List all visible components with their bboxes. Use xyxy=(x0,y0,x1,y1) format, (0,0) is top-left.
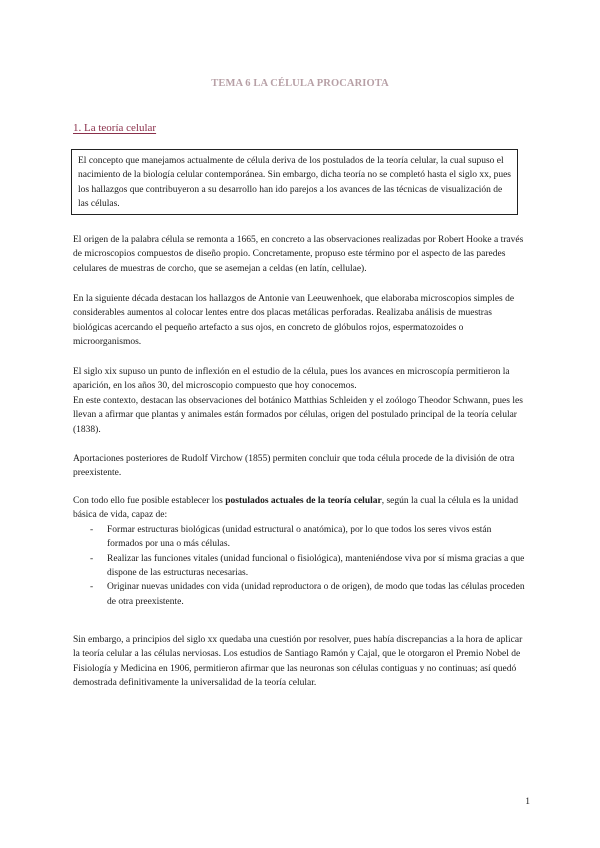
list-item-text: Realizar las funciones vitales (unidad funcional o fisiológica), manteniéndose viva por sí misma gracias a que dispone de las estructuras necesarias. xyxy=(107,553,525,579)
list-item-text: Formar estructuras biológicas (unidad estructural o anatómica), por lo que todos los seres vivos están formados por una o más células. xyxy=(107,524,492,550)
paragraph-siglo-xix-b: En este contexto, destacan las observaciones del botánico Matthias Schleiden y el zoólogo Theodor Schwann, pues les llevan a afirmar que plantas y animales están formados por células, origen del postulado principal de la teoría celular (1838). xyxy=(73,395,523,435)
bullet-dash: - xyxy=(90,582,94,593)
paragraph-siglo-xix-a: El siglo xix supuso un punto de inflexión en el estudio de la célula, pues los avances en microscopía permitieron la aparición, en los años 30, del microscopio compuesto que hoy conocemos. xyxy=(73,367,510,392)
list-item-text: Originar nuevas unidades con vida (unidad reproductora o de origen), de modo que todas las células proceden de otra preexistente. xyxy=(107,582,525,607)
postulados-lead: Con todo ello fue posible establecer los xyxy=(73,496,226,506)
bullet-dash: - xyxy=(90,524,94,535)
paragraph-leeuwenhoek: En la siguiente década destacan los hallazgos de Antonie van Leeuwenhoek, que elaboraba microscopios simples de considerables aumentos al colocar lentes entre dos placas metálicas perforadas. Realizaba análisis de muestras biológicas acercando el pequeño artefacto a sus ojos, en concreto de glóbulos rojos, espermatozoides o microorganismos. xyxy=(73,294,515,348)
list-item xyxy=(73,580,528,609)
postulados-tail: , según la cual la célula es la unidad básica de vida, capaz de: xyxy=(73,496,519,521)
intro-box xyxy=(71,149,518,215)
paragraph-postulados xyxy=(73,494,528,609)
paragraph-siglo-xix xyxy=(73,365,528,437)
bullet-dash: - xyxy=(90,553,94,564)
postulados-bold: postulados actuales de la teoría celular xyxy=(225,496,382,506)
intro-box-text: El concepto que manejamos actualmente de célula deriva de los postulados de la teoría celular, la cual supuso el nacimiento de la biología celular contemporánea. Sin embargo, dicha teoría no se completó hasta el siglo xx, pues los hallazgos que contribuyeron a su desarrollo han ido parejos a los avances de las técnicas de visualización de las células. xyxy=(78,156,511,210)
postulados-intro xyxy=(73,494,528,523)
paragraph-virchow: Aportaciones posteriores de Rudolf Virchow (1855) permiten concluir que toda célula procede de la división de otra preexistente. xyxy=(73,454,515,479)
paragraph-hooke: El origen de la palabra célula se remonta a 1665, en concreto a las observaciones realizadas por Robert Hooke a través de microscopios compuestos de diseño propio. Concretamente, propuso este término por el aspecto de las paredes celulares de muestras de corcho, que se asemejan a celdas (en latín, cellulae). xyxy=(73,235,524,274)
paragraph-cajal: Sin embargo, a principios del siglo xx quedaba una cuestión por resolver, pues había discrepancias a la hora de aplicar la teoría celular a las células nerviosas. Los estudios de Santiago Ramón y Cajal, que le otorgaron el Premio Nobel de Fisiología y Medicina en 1906, permitieron afirmar que las neuronas son células contiguas y no continuas; así quedó demostrada definitivamente la universalidad de la teoría celular. xyxy=(73,635,523,689)
document-title: TEMA 6 LA CÉLULA PROCARIOTA xyxy=(211,78,389,89)
postulados-list xyxy=(73,523,528,609)
section-heading: 1. La teoría celular xyxy=(73,122,157,134)
page-number: 1 xyxy=(525,797,530,807)
list-item xyxy=(73,523,528,552)
list-item xyxy=(73,552,528,581)
